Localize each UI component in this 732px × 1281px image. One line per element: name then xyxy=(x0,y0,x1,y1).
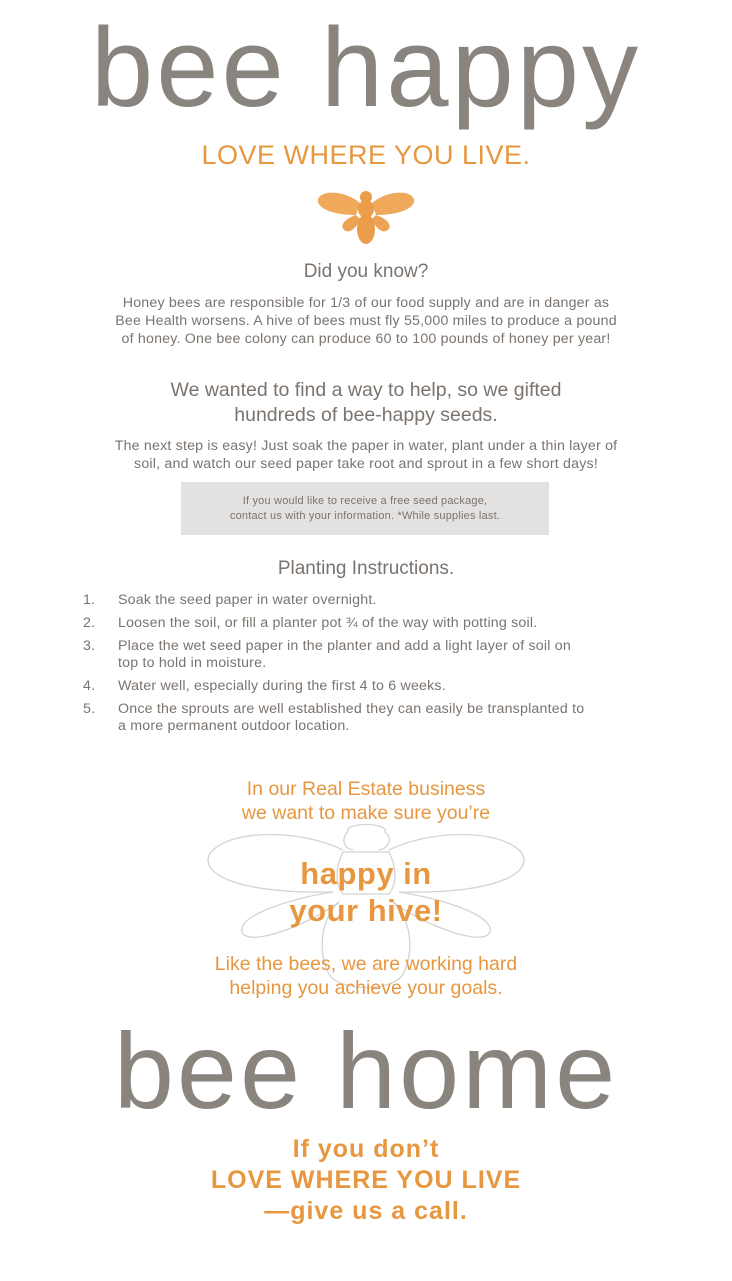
fact-line: Bee Health worsens. A hive of bees must fly 55,000 miles to produce a pound xyxy=(115,313,617,329)
step-text: Place the wet seed paper in the planter and add a light layer of soil on xyxy=(118,638,571,654)
help-line: We wanted to find a way to help, so we gifted xyxy=(170,379,562,401)
planting-step-1 xyxy=(83,592,663,609)
happy-in-your-hive xyxy=(0,855,732,929)
step-number: 1. xyxy=(83,592,96,608)
next-step-line: The next step is easy! Just soak the paper in water, plant under a thin layer of xyxy=(114,438,618,454)
planting-step-3 xyxy=(83,638,663,672)
happy-line: your hive! xyxy=(289,893,443,928)
free-seed-offer-box xyxy=(181,482,549,535)
step-text: Soak the seed paper in water overnight. xyxy=(118,592,377,608)
fact-line: of honey. One bee colony can produce 60 to 100 pounds of honey per year! xyxy=(121,331,611,347)
cta-line: If you don’t xyxy=(292,1135,440,1163)
bee-icon xyxy=(316,185,416,247)
next-step-paragraph xyxy=(0,437,732,473)
business-line: we want to make sure you’re xyxy=(241,802,491,824)
step-text: top to hold in moisture. xyxy=(118,655,267,671)
fact-line: Honey bees are responsible for 1/3 of our food supply and are in danger as xyxy=(122,295,610,311)
call-to-action xyxy=(0,1134,732,1227)
step-text: Water well, especially during the first 4 to 6 weeks. xyxy=(118,678,446,694)
step-number: 4. xyxy=(83,678,96,694)
cta-line: —give us a call. xyxy=(264,1197,468,1225)
tagline: LOVE WHERE YOU LIVE. xyxy=(201,140,531,170)
planting-step-4 xyxy=(83,678,663,695)
like-line: helping you achieve your goals. xyxy=(229,977,503,999)
help-line: hundreds of bee-happy seeds. xyxy=(234,404,498,426)
hero-title: bee happy xyxy=(90,5,642,130)
did-you-know-heading: Did you know? xyxy=(303,261,429,282)
like-the-bees xyxy=(0,952,732,1000)
offer-line: contact us with your information. *While supplies last. xyxy=(229,509,501,522)
business-line: In our Real Estate business xyxy=(246,778,486,800)
next-step-line: soil, and watch our seed paper take root and sprout in a few short days! xyxy=(134,456,598,472)
bee-fact-paragraph xyxy=(0,294,732,348)
planting-heading: Planting Instructions. xyxy=(277,558,455,579)
offer-line: If you would like to receive a free seed package, xyxy=(242,494,488,507)
planting-step-2 xyxy=(83,615,663,632)
step-number: 5. xyxy=(83,701,96,717)
step-text: Loosen the soil, or fill a planter pot ¾ of the way with potting soil. xyxy=(118,615,538,631)
footer-title: bee home xyxy=(113,1010,619,1131)
cta-line: LOVE WHERE YOU LIVE xyxy=(210,1166,522,1194)
step-number: 3. xyxy=(83,638,96,654)
step-text: a more permanent outdoor location. xyxy=(118,718,350,734)
help-heading xyxy=(0,378,732,428)
business-intro xyxy=(0,777,732,825)
step-number: 2. xyxy=(83,615,96,631)
happy-line: happy in xyxy=(300,856,432,891)
like-line: Like the bees, we are working hard xyxy=(214,953,518,975)
planting-steps-list xyxy=(83,592,663,741)
step-text: Once the sprouts are well established they can easily be transplanted to xyxy=(118,701,585,717)
planting-step-5 xyxy=(83,701,663,735)
